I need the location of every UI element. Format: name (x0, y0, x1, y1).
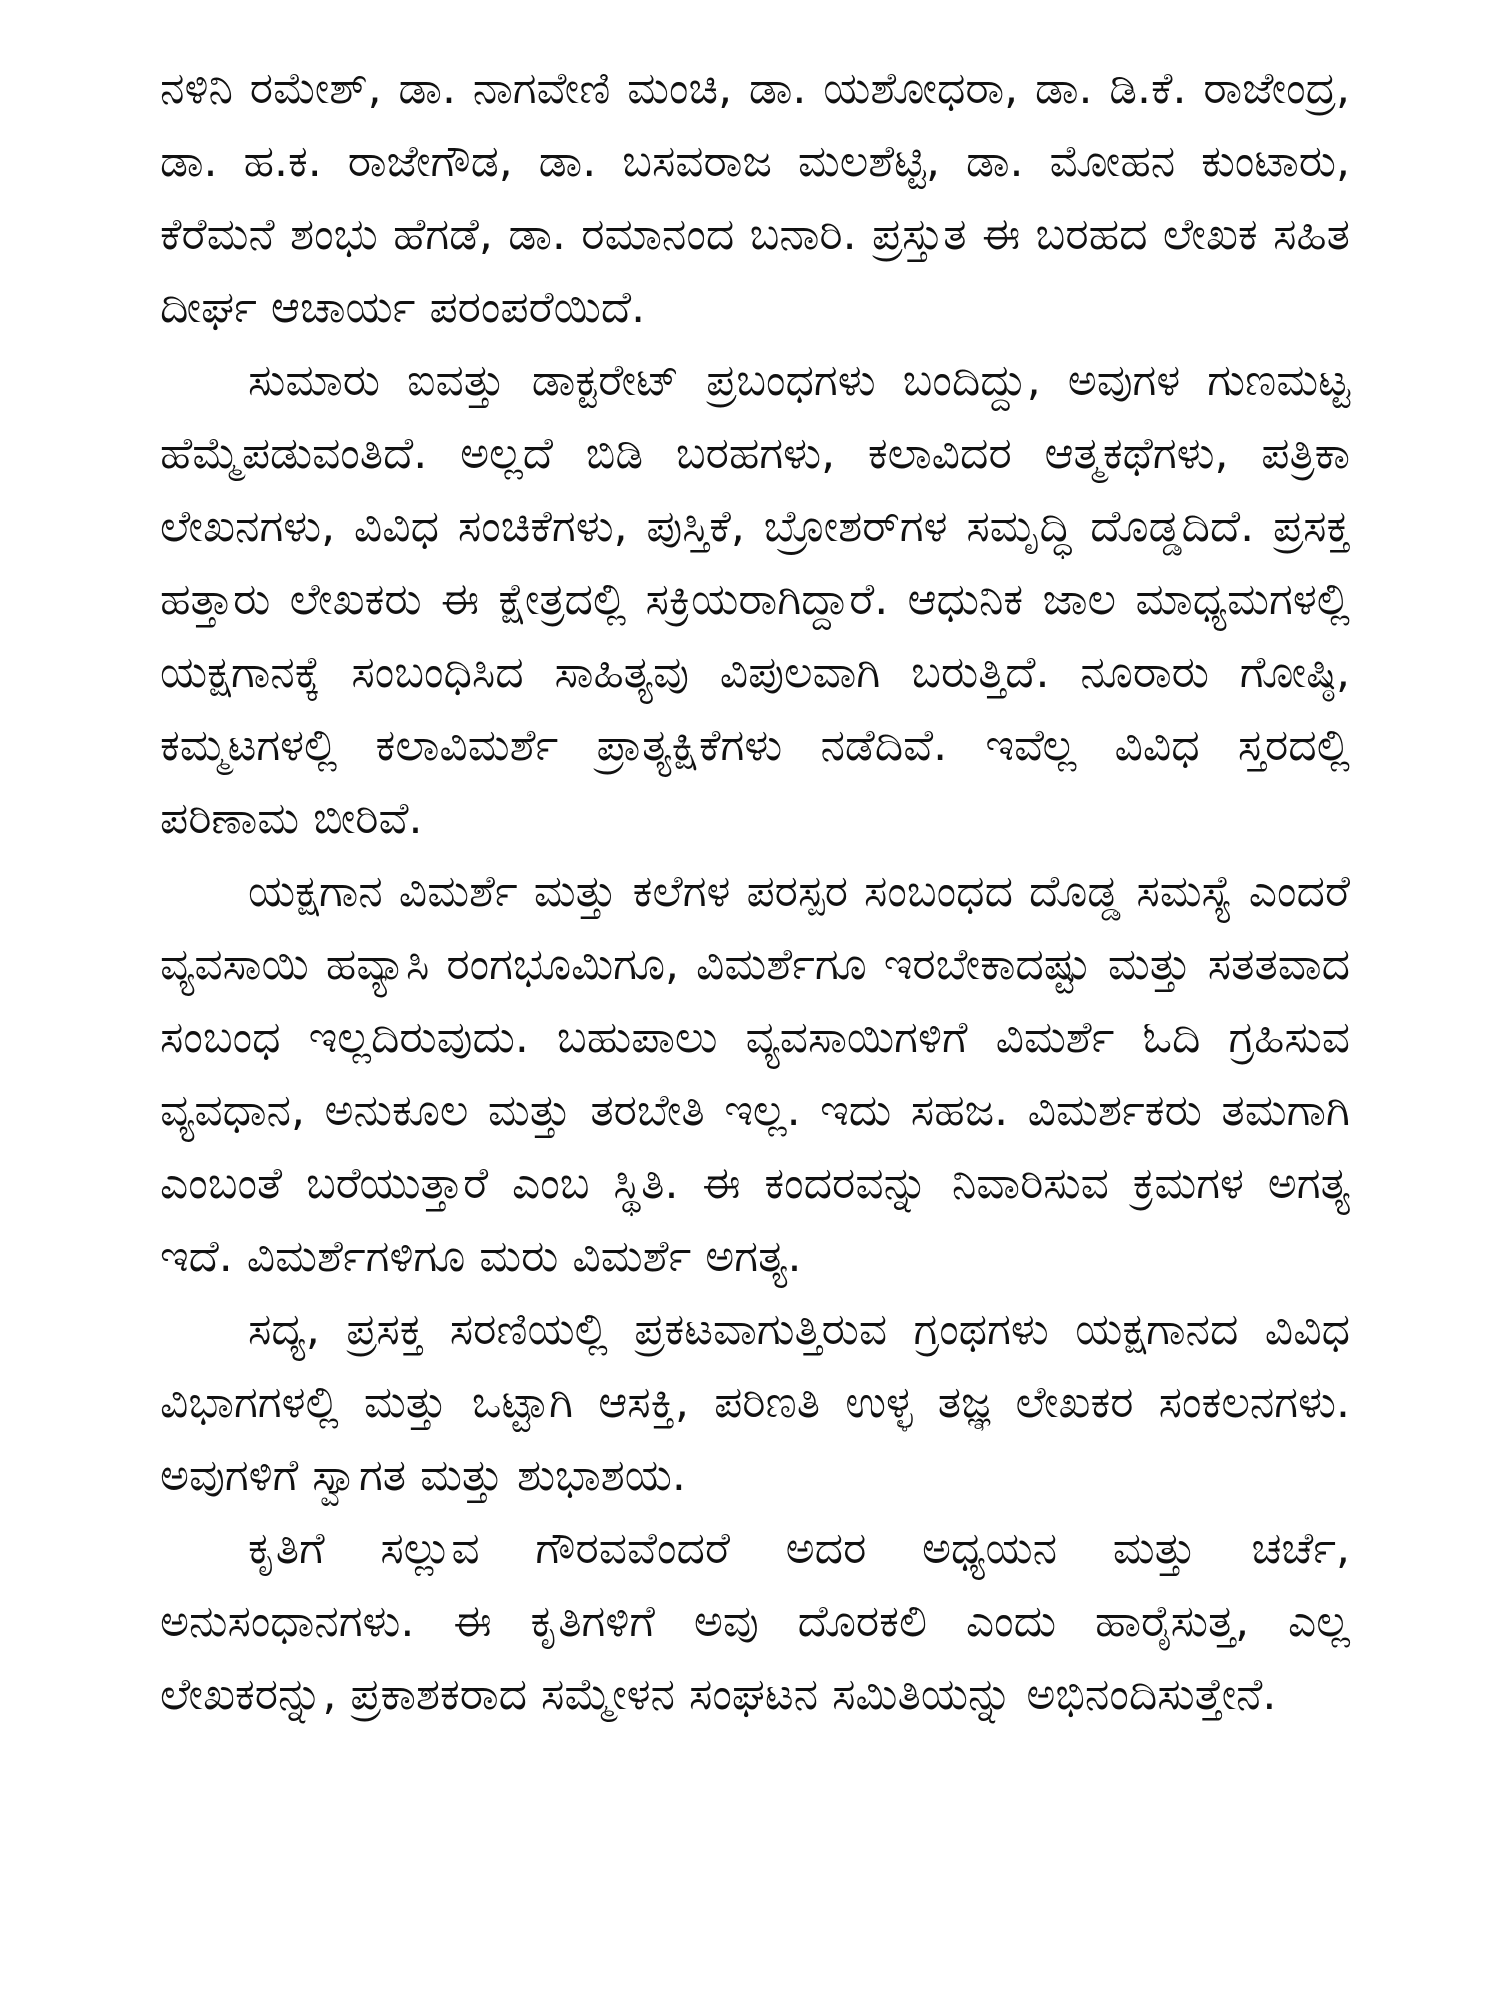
paragraph-2: ಸುಮಾರು ಐವತ್ತು ಡಾಕ್ಟರೇಟ್ ಪ್ರಬಂಧಗಳು ಬಂದಿದ್ದು, ಅವುಗಳ ಗುಣಮಟ್ಟ ಹೆಮ್ಮೆಪಡುವಂತಿದೆ. ಅಲ್ಲದೆ ಬಿಡಿ ಬರಹಗಳು, ಕಲಾವಿದರ ಆತ್ಮಕಥೆಗಳು, ಪತ್ರಿಕಾ ಲೇಖನಗಳು, ವಿವಿಧ ಸಂಚಿಕೆಗಳು, ಪುಸ್ತಿಕೆ, ಬ್ರೋಶರ್‌ಗಳ ಸಮೃದ್ಧಿ ದೊಡ್ಡದಿದೆ. ಪ್ರಸಕ್ತ ಹತ್ತಾರು ಲೇಖಕರು ಈ ಕ್ಷೇತ್ರದಲ್ಲಿ ಸಕ್ರಿಯರಾಗಿದ್ದಾರೆ. ಆಧುನಿಕ ಜಾಲ ಮಾಧ್ಯಮಗಳಲ್ಲಿ ಯಕ್ಷಗಾನಕ್ಕೆ ಸಂಬಂಧಿಸಿದ ಸಾಹಿತ್ಯವು ವಿಪುಲವಾಗಿ ಬರುತ್ತಿದೆ. ನೂರಾರು ಗೋಷ್ಠಿ, ಕಮ್ಮಟಗಳಲ್ಲಿ ಕಲಾವಿಮರ್ಶೆ ಪ್ರಾತ್ಯಕ್ಷಿಕೆಗಳು ನಡೆದಿವೆ. ಇವೆಲ್ಲ ವಿವಿಧ ಸ್ತರದಲ್ಲಿ ಪರಿಣಾಮ ಬೀರಿವೆ. (160, 355, 1350, 844)
paragraph-1: ನಳಿನಿ ರಮೇಶ್, ಡಾ. ನಾಗವೇಣಿ ಮಂಚಿ, ಡಾ. ಯಶೋಧರಾ, ಡಾ. ಡಿ.ಕೆ. ರಾಜೇಂದ್ರ, ಡಾ. ಹ.ಕ. ರಾಜೇಗೌಡ, ಡಾ. ಬಸವರಾಜ ಮಲಶೆಟ್ಟಿ, ಡಾ. ಮೋಹನ ಕುಂಟಾರು, ಕೆರೆಮನೆ ಶಂಭು ಹೆಗಡೆ, ಡಾ. ರಮಾನಂದ ಬನಾರಿ. ಪ್ರಸ್ತುತ ಈ ಬರಹದ ಲೇಖಕ ಸಹಿತ ದೀರ್ಘ ಆಚಾರ್ಯ ಪರಂಪರೆಯಿದೆ. (160, 63, 1350, 333)
paragraph-5: ಕೃತಿಗೆ ಸಲ್ಲುವ ಗೌರವವೆಂದರೆ ಅದರ ಅಧ್ಯಯನ ಮತ್ತು ಚರ್ಚೆ, ಅನುಸಂಧಾನಗಳು. ಈ ಕೃತಿಗಳಿಗೆ ಅವು ದೊರಕಲಿ ಎಂದು ಹಾರೈಸುತ್ತ, ಎಲ್ಲ ಲೇಖಕರನ್ನು, ಪ್ರಕಾಶಕರಾದ ಸಮ್ಮೇಳನ ಸಂಘಟನ ಸಮಿತಿಯನ್ನು ಅಭಿನಂದಿಸುತ್ತೇನೆ. (160, 1523, 1350, 1720)
paragraph-4: ಸದ್ಯ, ಪ್ರಸಕ್ತ ಸರಣಿಯಲ್ಲಿ ಪ್ರಕಟವಾಗುತ್ತಿರುವ ಗ್ರಂಥಗಳು ಯಕ್ಷಗಾನದ ವಿವಿಧ ವಿಭಾಗಗಳಲ್ಲಿ ಮತ್ತು ಒಟ್ಟಾಗಿ ಆಸಕ್ತಿ, ಪರಿಣತಿ ಉಳ್ಳ ತಜ್ಞ ಲೇಖಕರ ಸಂಕಲನಗಳು. ಅವುಗಳಿಗೆ ಸ್ವಾಗತ ಮತ್ತು ಶುಭಾಶಯ. (160, 1304, 1350, 1501)
paragraph-3: ಯಕ್ಷಗಾನ ವಿಮರ್ಶೆ ಮತ್ತು ಕಲೆಗಳ ಪರಸ್ಪರ ಸಂಬಂಧದ ದೊಡ್ಡ ಸಮಸ್ಯೆ ಎಂದರೆ ವ್ಯವಸಾಯಿ ಹವ್ಯಾಸಿ ರಂಗಭೂಮಿಗೂ, ವಿಮರ್ಶೆಗೂ ಇರಬೇಕಾದಷ್ಟು ಮತ್ತು ಸತತವಾದ ಸಂಬಂಧ ಇಲ್ಲದಿರುವುದು. ಬಹುಪಾಲು ವ್ಯವಸಾಯಿಗಳಿಗೆ ವಿಮರ್ಶೆ ಓದಿ ಗ್ರಹಿಸುವ ವ್ಯವಧಾನ, ಅನುಕೂಲ ಮತ್ತು ತರಬೇತಿ ಇಲ್ಲ. ಇದು ಸಹಜ. ವಿಮರ್ಶಕರು ತಮಗಾಗಿ ಎಂಬಂತೆ ಬರೆಯುತ್ತಾರೆ ಎಂಬ ಸ್ಥಿತಿ. ಈ ಕಂದರವನ್ನು ನಿವಾರಿಸುವ ಕ್ರಮಗಳ ಅಗತ್ಯ ಇದೆ. ವಿಮರ್ಶೆಗಳಿಗೂ ಮರು ವಿಮರ್ಶೆ ಅಗತ್ಯ. (160, 866, 1350, 1282)
document-page (160, 52, 1350, 1731)
